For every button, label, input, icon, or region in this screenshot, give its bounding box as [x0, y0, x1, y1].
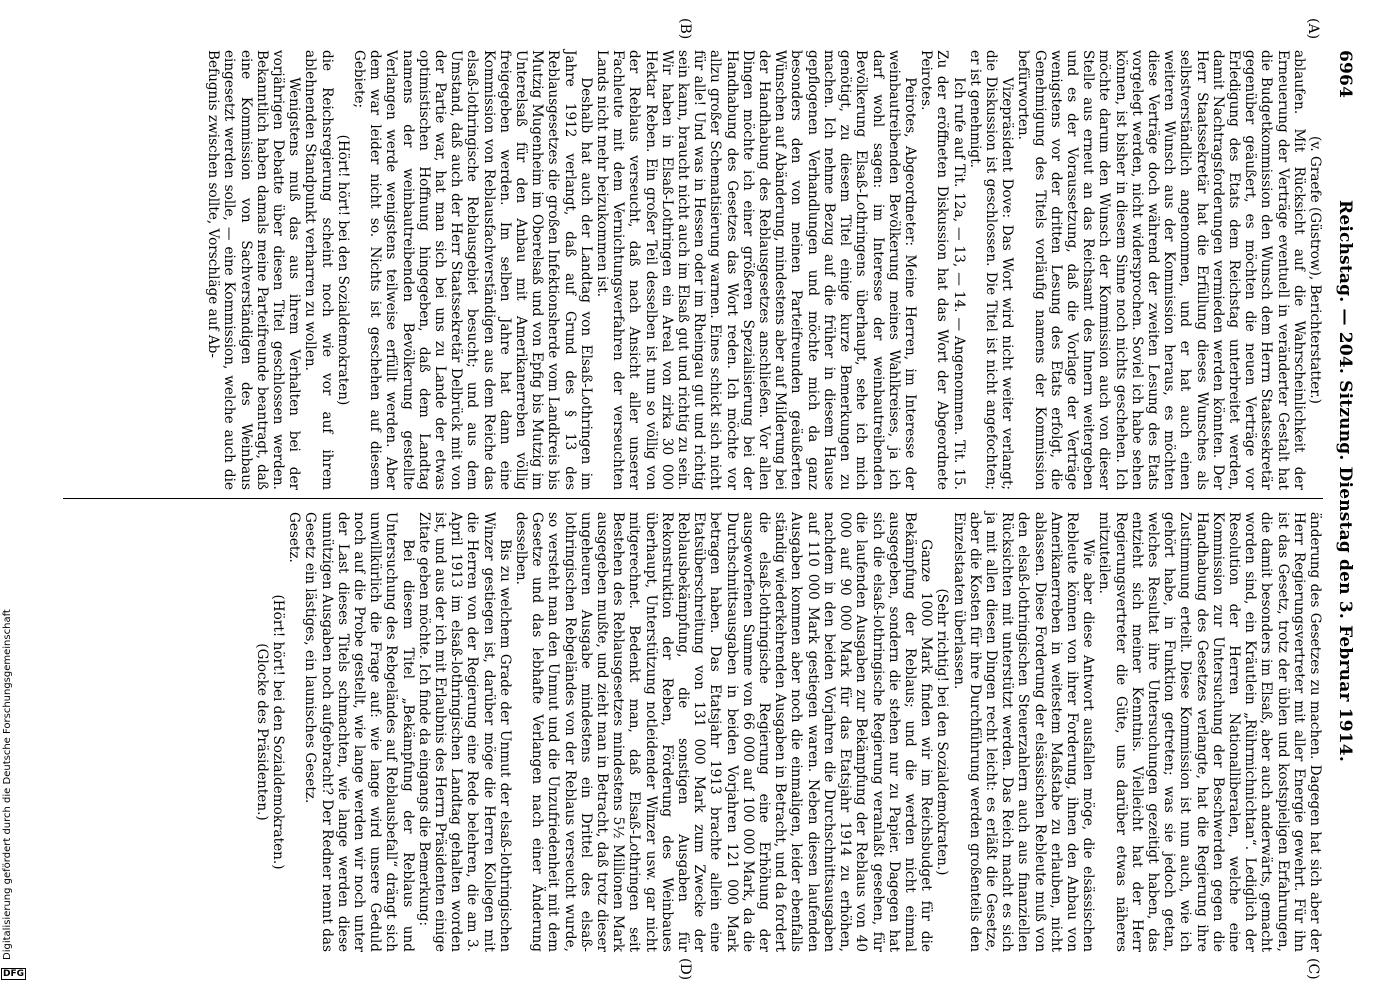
margin-mark-a: (A) — [1305, 18, 1321, 40]
interjection: (Glocke des Präsidenten.) — [253, 643, 270, 821]
interjection: (Sehr richtig! bei den Sozialdemokraten.) — [934, 588, 951, 876]
paragraph: die Reichsregierung scheint noch wie vor auf ihrem ablehnenden Standpunkt verharren zu wollen. — [302, 50, 335, 490]
paragraph: änderung des Gesetzes zu machen. Dagegen hat sich aber der Herr Regierungsvertreter mit aller Energie gewehrt. Für ihn ist das Gesetz, trotz der üblen und kostspieligen Erfahrungen, die damit besonders im Elsaß, aber auch anderwärts, gemacht worden sind, ein Kräutlein „Rührmichnichtan“. Lediglich der Resolution der Herren Nationalliberalen, welche eine Kommission zur Untersuchung der Beschwerden gegen die Handhabung des Gesetzes verlangte, hat die Regierung ihre Zustimmung erteilt. Diese Kommission ist nun auch, wie ich gehört habe, in Funktion getreten; was sie jedoch getan, welches Resultat ihre Untersuchungen gezeitigt haben, das entzieht sich meiner Kenntnis. Vielleicht hat der Herr Regierungsvertreter die Güte, uns darüber etwas näheres mitzuteilen. — [1096, 512, 1323, 952]
digitization-credit: Digitalisierung gefördert durch die Deutsche Forschungsgemeinschaft — [2, 609, 13, 960]
paragraph: Vizepräsident Dove: Das Wort wird nicht weiter verlangt; die Diskussion ist geschlossen. Die Titel ist nicht angefochten; er ist genehmigt. — [966, 50, 1016, 490]
page-header-title: Reichstag. — 204. Sitzung. Dienstag den 3. Februar 1914. — [1335, 200, 1355, 762]
left-column — [205, 50, 1323, 490]
quote: Bei diesem Titel „Bekämpfung der Reblaus und Untersuchung des Rebgeländes auf Reblausbefall“ drängt sich unwillkürlich die Frage auf: wie lange wird unsere Geduld noch auf die Probe gestellt, wie lange werden wir noch unter der Last dieses Titels schmachten, wie lange werden diese unnützigen Ausgaben noch aufgebracht? Der Redner nennt das Gesetz ein lästiges, ein launisches Gesetz. — [302, 512, 416, 952]
paragraph: Bis zu welchem Grade der Unmut der elsaß-lothringischen Winzer gestiegen ist, darüber möge die Herren Kollegen mit die Herren von der Regierung eine Rede belehren, die am 3. April 1913 im elsaß-lothringischen Landtag gehalten worden ist, und aus der ich mit Erlaubnis des Herrn Präsidenten einige Zitate geben möchte. Ich finde da eingangs die Bemerkung: — [415, 512, 513, 952]
paragraph: Deshalb hat auch der Landtag von Elsaß-Lothringen im Jahre 1912 verlangt, daß auf Grund des § 13 des Reblausgesetzes die großen Infektionsherde vom Landkreis bis Mutzig Mugenheim im Oberelsaß und von Epfig bis Mutzig im Unterelsaß für den Anbau mit Amerikanerreben völlig freigegeben werden. Im selben Jahre hat dann eine Kommission von Reblausfachverständigen aus dem Reiche das elsaß-lothringische Reblausgebiet besucht; und aus dem Umstand, daß auch der Herr Staatssekretär Delbrück mit von der Partie war, hat man sich bei uns zu Lande der etwas optimistischen Hoffnung hingegeben, daß dem Landtag namens der weinbautreibenden Bevölkerung gestellte Verlangen werde wenigstens teilweise erfüllt werden. Aber dem war leider nicht so. Nichts ist geschehen auf diesem Gebiete; — [351, 50, 594, 490]
page-number: 6964 — [1335, 50, 1355, 99]
paragraph: Wie aber diese Antwort ausfallen möge, die elsässischen Rebleute können von ihrer Forderung, ihnen den Anbau von Amerikanerreben in weitestem Maßstabe zu erlauben, nicht ablassen. Diese Forderung der elsässischen Rebleute muß von den elsaß-lothringischen Steuerzahlern auch aus finanziellen Rücksichten mit unterstützt werden. Das Reich macht es sich ja mit allen diesen Dingen recht leicht: es erläßt die Gesetze, aber die Kosten für ihre Durchführung werden großenteils den Einzelstaaten überlassen. — [950, 512, 1097, 952]
paragraph: Wenigstens muß das aus ihrem Verhalten bei der vorjährigen Debatte über diesen Titel geschlossen werden. Bekanntlich haben damals meine Parteifreunde beantragt, daß eine Kommission von Sachverständigen des Weinbaus eingesetzt werden solle, — eine Kommission, welche auch die Befugnis zwischen sollte, Vorschläge auf Ab- — [205, 50, 303, 490]
paragraph: Ich rufe auf Tit. 12a, — 13, — 14. — Angenommen. Tit. 15. Zu der eröffneten Diskussion hat das Wort der Abgeordnete Peirotes. — [918, 50, 967, 490]
margin-mark-c: (C) — [1305, 958, 1321, 980]
margin-mark-d: (D) — [677, 958, 693, 981]
paragraph: Gesetz. — [286, 512, 303, 563]
paragraph: ablaufen. Mit Rücksicht auf die Wahrscheinlichkeit der Erneuerung der Verträge eventuell in veränderter Gestalt hat die Budgetkommission den Wunsch dem Herrn Staatssekretär gegenüber geäußert, es möchten die neuen Verträge vor Erledigung des Etats dem Reichstag unterbreitet werden, damit Nachtragsforderungen vermieden werden könnten. Der Herr Staatssekretär hat die Erfüllung dieses Wunsches als selbstverständlich angenommen, und er hat auch einen weiteren Wunsch aus der Kommission heraus, es möchten diese Verträge doch während der zweiten Lesung des Etats vorgelegt werden, nicht widersprochen. Soviel ich habe sehen können, ist bisher in diesem Sinne noch nichts geschehen. Ich möchte darum den Wunsch der Kommission auch von dieser Stelle aus erneut an das Reichsamt des Innern weitergeben und es der Voraussetzung, daß die Vorlage der Verträge wenigstens vor der dritten Lesung des Etats erfolgt, die Genehmigung des Titels vorläufig namens der Kommission befürworten. — [1015, 50, 1307, 490]
speaker-note: (v. Graefe (Güstrow), Berichterstatter.) — [1307, 136, 1323, 404]
right-column — [254, 512, 1323, 952]
interjection: (Hört! hört! bei den Sozialdemokraten.) — [270, 594, 286, 870]
paragraph: Ganze 1000 Mark finden wir im Reichsbudget für die Bekämpfung der Reblaus; und die werden nicht einmal ausgegeben, sondern die stehen nur zu Papier. Dagegen hat sich die elsaß-lothringische Regierung veranlaßt gesehen, für die laufenden Ausgaben zur Bekämpfung der Reblaus von 40 000 auf 90 000 Mark für das Etatsjahr 1914 zu erhöhen, nachdem in den beiden Vorjahren die Durchschnittsausgaben auf 110 000 Mark gestiegen waren. Neben diesen laufenden Ausgaben kommen aber noch die einmaligen, leider ebenfalls ständig wiederkehrenden Ausgaben in Betracht, und da fordert die elsaß-lothringische Regierung eine Erhöhung der ausgeworfenen Summe von 66 000 auf 100 000 Mark, da die Durchschnittsausgaben in beiden Vorjahren 121 000 Mark betragen haben. Das Etatsjahr 1913 brachte allein eine Etatsüberschreitung von 131 000 Mark zum Zwecke der Reblausbekämpfung, die sonstigen Ausgaben für Rekonstruktion der Reben, Förderung des Weinbaues überhaupt, Unterstützung notleidender Winzer usw. gar nicht mitgerechnet. Bedenkt man, daß Elsaß-Lothringen seit Bestehen des Reblausgesetzes mindestens 5½ Millionen Mark ausgegeben mußte, und zieht man in Betracht, daß trotz dieser ungeheuren Ausgabe mindestens ein Drittel des elsaß-lothringischen Rebgeländes von der Reblaus verseucht wurde, so versteht man den Unmut und die Unzufriedenheit mit dem Gesetze und das lebhafte Verlangen nach einer Änderung desselben. — [513, 512, 935, 952]
dfg-logo: DFG — [3, 969, 25, 979]
margin-mark-b: (B) — [677, 18, 693, 40]
column-divider — [63, 498, 1323, 499]
paragraph: Peirotes, Abgeordneter: Meine Herren, im Interesse der weinbautreibenden Bevölkerung meines Wahlkreises, ja ich darf wohl sagen: im Interesse der weinbautreibenden Bevölkerung Elsaß-Lothringens überhaupt, sehe ich mich genötigt, zu diesem Titel einige kurze Bemerkungen zu machen. Ich nehme Bezug auf die früher in diesem Hause gepflogenen Verhandlungen und möchte mich da ganz besonders den von meinen Parteifreunden geäußerten Wünschen auf Abänderung, mindestens aber auf Milderung bei der Handhabung des Reblausgesetzes anschließen. Vor allen Dingen möchte ich einer größeren Spezialisierung bei der Handhabung des Gesetzes das Wort reden. Ich möchte vor allzu großer Schematisierung warnen. Eines schickt sich nicht für alle! Und was in Hessen oder im Rheingau gut und richtig sein kann, braucht nicht auch im Elsaß gut und richtig zu sein. Wir haben in Elsaß-Lothringen ein Areal von zirka 30 000 Hektar Reben. Ein großer Teil desselben ist nun so völlig von der Reblaus verseucht, daß nach Ansicht aller unserer Fachleute mit dem Vernichtungsverfahren der verseuchten Lands nicht mehr beizukommen ist. — [594, 50, 918, 490]
interjection: (Hört! hört! bei den Sozialdemokraten) — [334, 134, 351, 406]
